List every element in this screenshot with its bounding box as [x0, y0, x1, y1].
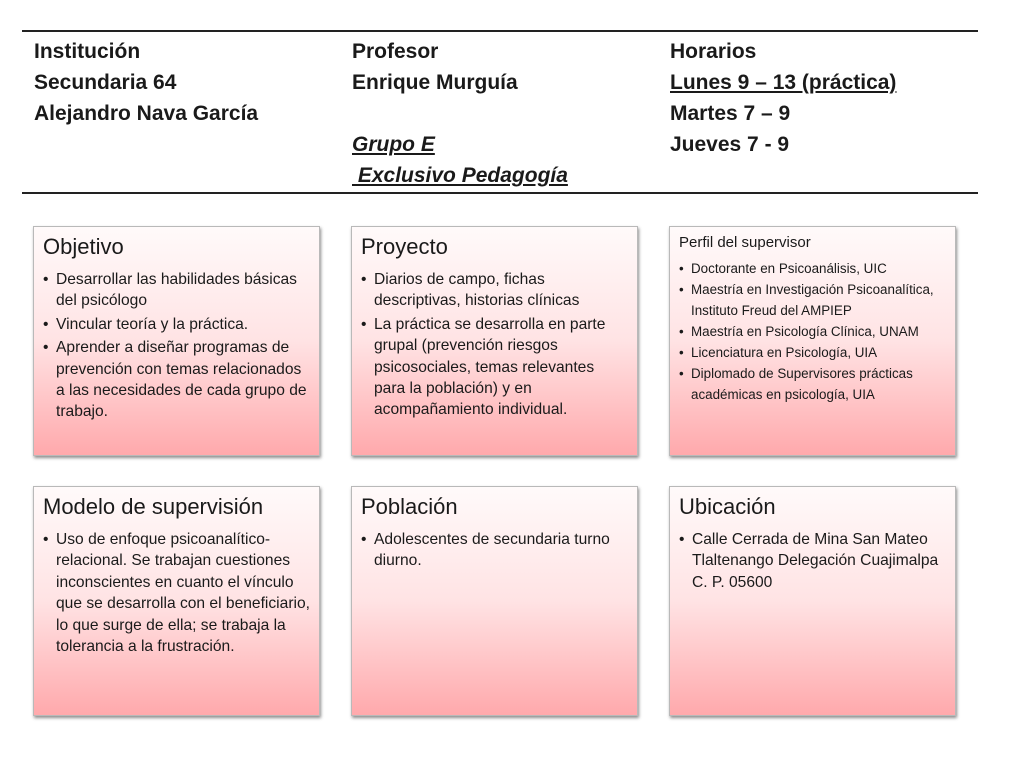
bullet-list — [679, 529, 947, 593]
bullet-list — [361, 529, 629, 572]
card-title: Proyecto — [361, 234, 448, 259]
list-item: • La práctica se desarrolla en parte grupal (prevención riesgos psicosociales, temas relevantes para la población) y en acompañamiento individual. — [361, 314, 629, 421]
list-item: • Diarios de campo, fichas descriptivas, historias clínicas — [361, 269, 629, 312]
card-perfil-supervisor — [669, 226, 956, 456]
group-label: Grupo E — [352, 133, 435, 156]
list-item: • Diplomado de Supervisores prácticas académicas en psicología, UIA — [679, 364, 947, 405]
card-proyecto — [351, 226, 638, 456]
header-institution-column — [34, 36, 258, 129]
list-item: • Vincular teoría y la práctica. — [43, 314, 311, 335]
card-title: Modelo de supervisión — [43, 494, 264, 519]
schedule-label: Horarios — [670, 40, 757, 63]
card-title: Perfil del supervisor — [679, 234, 811, 251]
bullet-list — [43, 269, 311, 423]
list-item: • Maestría en Investigación Psicoanalítica, Instituto Freud del AMPIEP — [679, 280, 947, 321]
header-bottom-rule — [22, 192, 978, 194]
list-item: • Doctorante en Psicoanálisis, UIC — [679, 259, 947, 279]
card-poblacion — [351, 486, 638, 716]
schedule-thursday: Jueves 7 - 9 — [670, 133, 790, 156]
bullet-list — [679, 259, 947, 405]
bullet-list — [361, 269, 629, 421]
list-item: • Uso de enfoque psicoanalítico-relacional. Se trabajan cuestiones inconscientes en cuanto el vínculo que se desarrolla con el beneficiario, lo que surge de ella; se trabaja la tolerancia a la frustración. — [43, 529, 311, 657]
institution-person: Alejandro Nava García — [34, 102, 259, 125]
schedule-tuesday: Martes 7 – 9 — [670, 102, 791, 125]
list-item: • Adolescentes de secundaria turno diurno. — [361, 529, 629, 572]
bullet-list — [43, 529, 311, 657]
teacher-name: Enrique Murguía — [352, 71, 518, 94]
list-item: • Maestría en Psicología Clínica, UNAM — [679, 322, 947, 342]
header-top-rule — [22, 30, 978, 32]
schedule-monday: Lunes 9 – 13 (práctica) — [670, 71, 897, 94]
header-schedule-column — [670, 36, 896, 160]
group-description: Exclusivo Pedagogía — [352, 164, 568, 187]
card-title: Población — [361, 494, 458, 519]
institution-label: Institución — [34, 40, 141, 63]
card-objetivo — [33, 226, 320, 456]
list-item: • Licenciatura en Psicología, UIA — [679, 343, 947, 363]
card-title: Ubicación — [679, 494, 776, 519]
card-title: Objetivo — [43, 234, 124, 259]
list-item: • Aprender a diseñar programas de prevención con temas relacionados a las necesidades de cada grupo de trabajo. — [43, 337, 311, 423]
header-teacher-column — [352, 36, 568, 191]
list-item: • Desarrollar las habilidades básicas del psicólogo — [43, 269, 311, 312]
card-modelo-supervision — [33, 486, 320, 716]
institution-name: Secundaria 64 — [34, 71, 177, 94]
teacher-label: Profesor — [352, 40, 439, 63]
header-spacer — [352, 98, 568, 129]
card-ubicacion — [669, 486, 956, 716]
list-item: • Calle Cerrada de Mina San Mateo Tlaltenango Delegación Cuajimalpa C. P. 05600 — [679, 529, 947, 593]
